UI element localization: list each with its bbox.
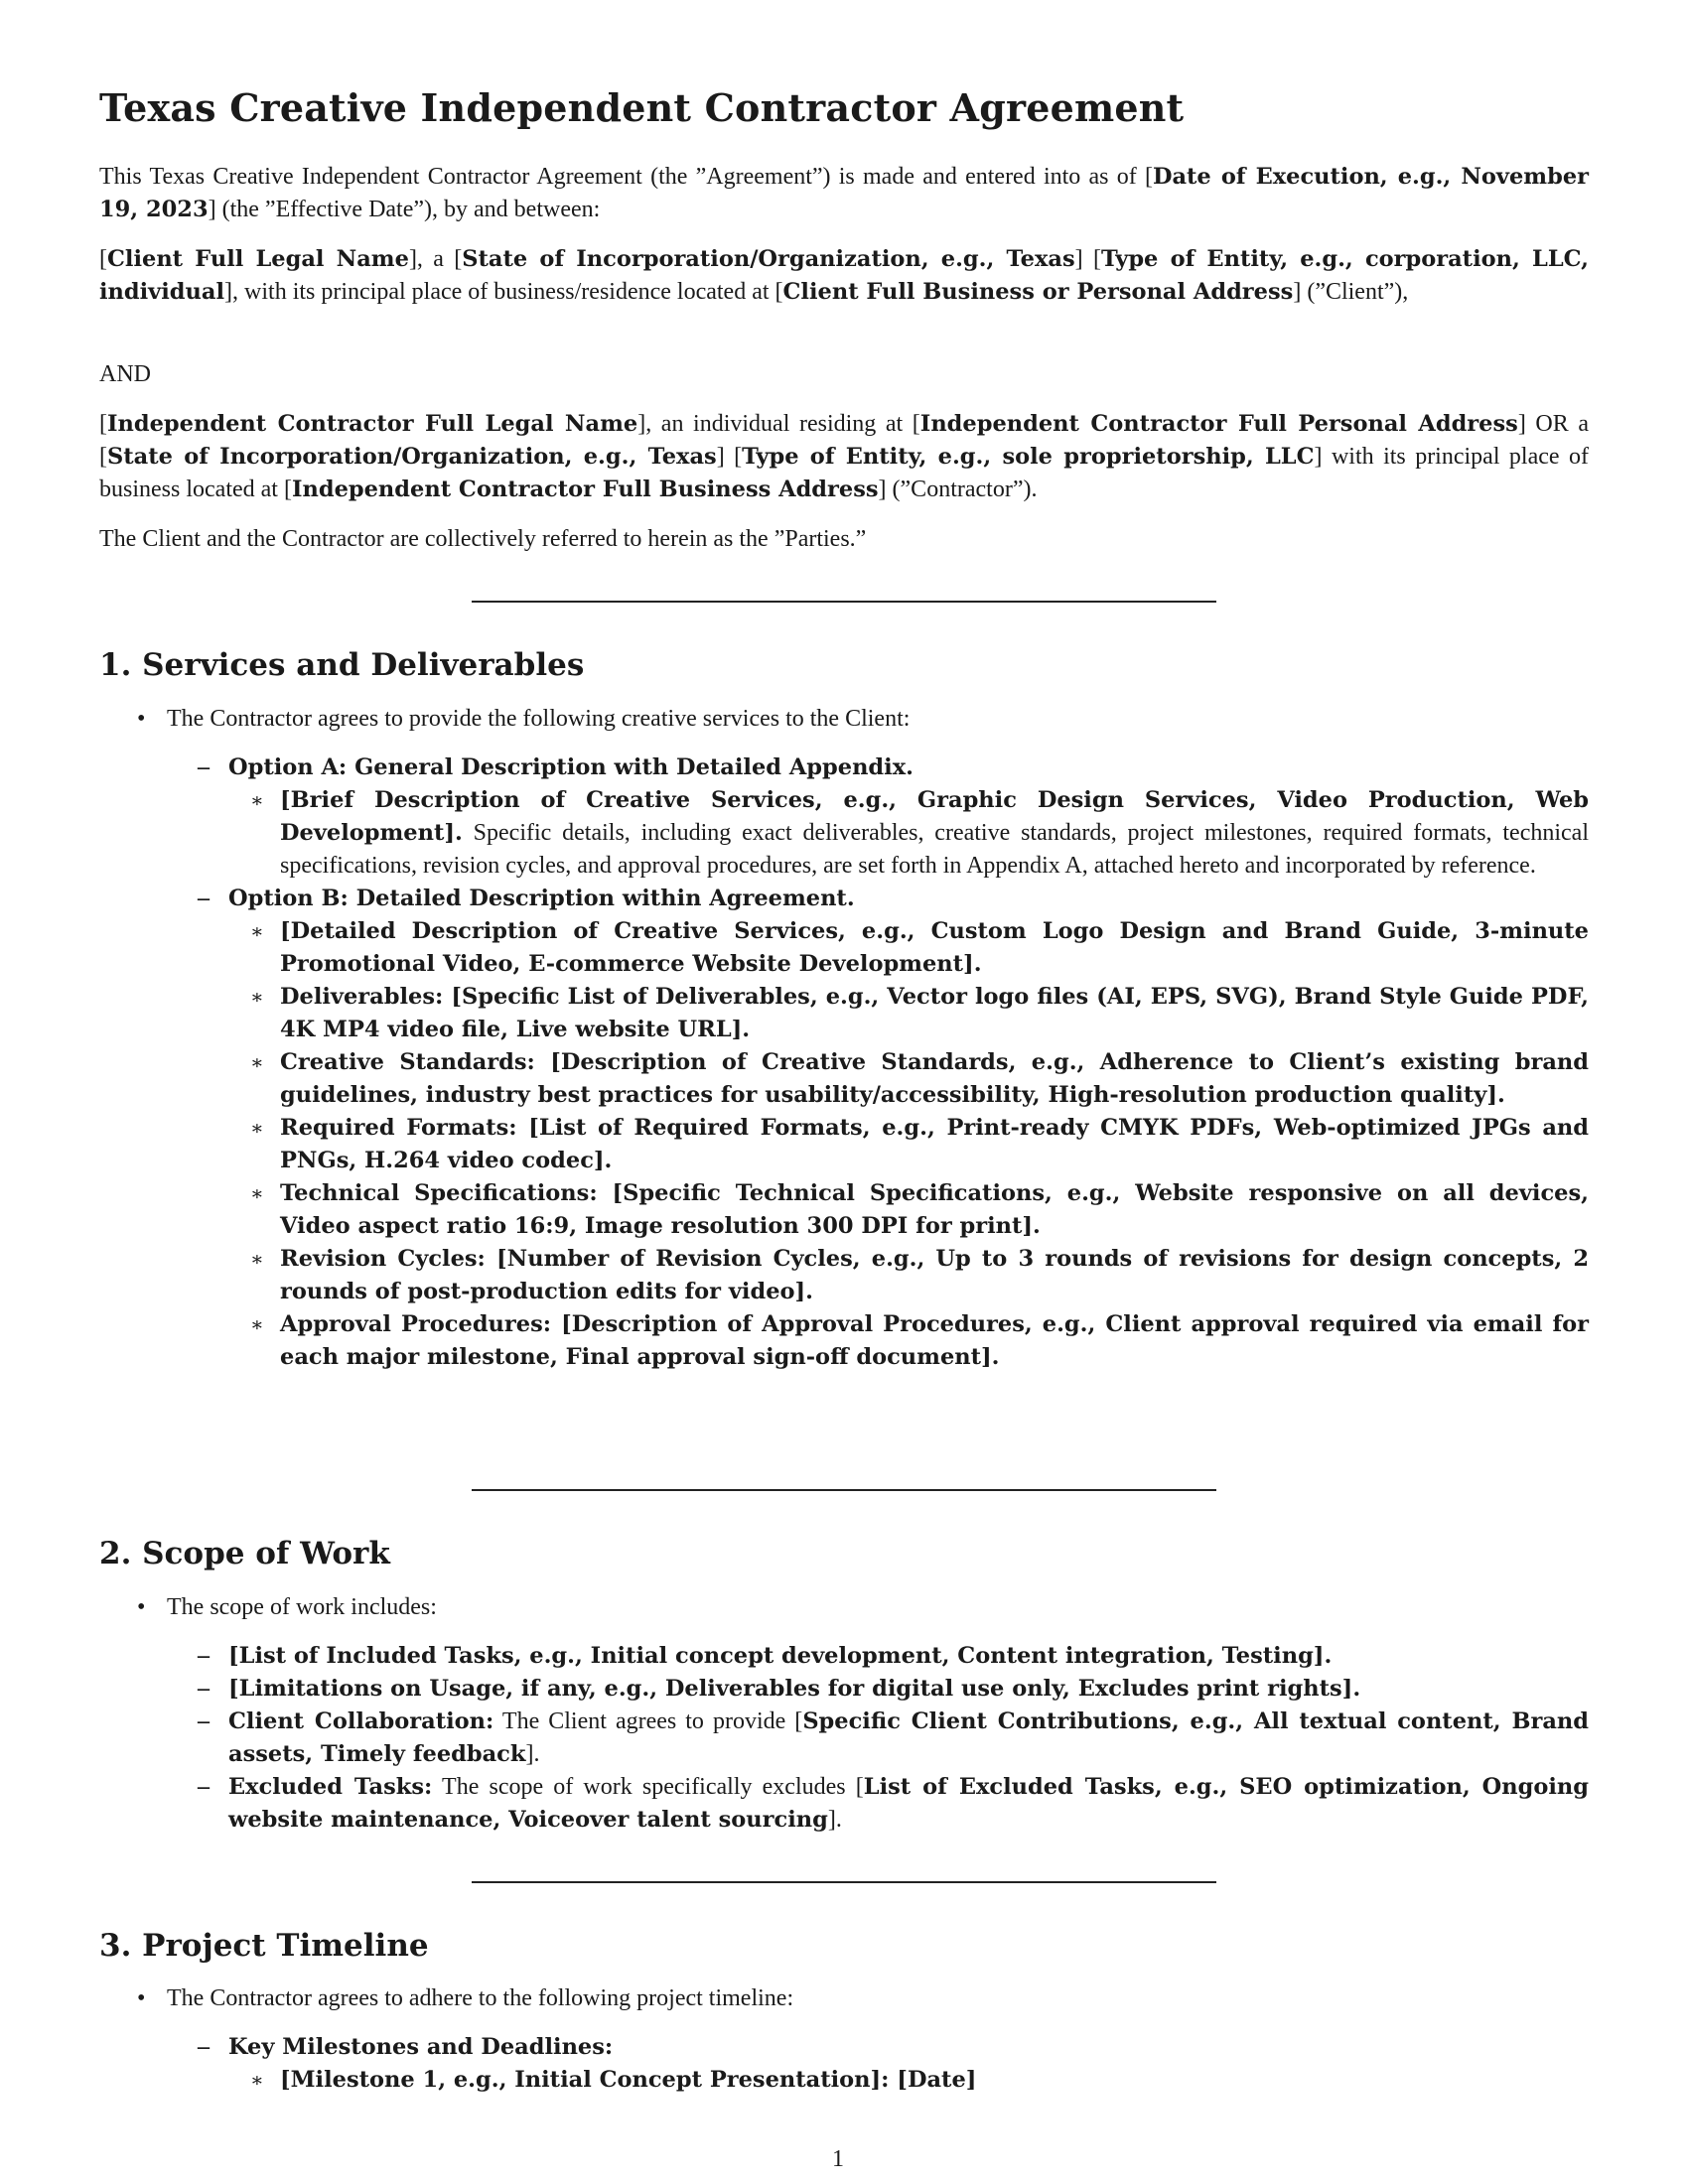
section-1-body <box>99 703 1589 1374</box>
option-a-item: ∗ [Brief Description of Creative Services, e.g., Graphic Design Services, Video Production, Web Development]. Specific details, including exact deliverables, creative standards, project milestones, required formats, technical specifications, revision cycles, and approval procedures, are set forth in Appendix A, attached hereto and incorporated by reference. <box>250 787 1589 879</box>
option-b-item: ∗ Required Formats: [List of Required Formats, e.g., Print-ready CMYK PDFs, Web-optimized JPGs and PNGs, H.264 video codec]. <box>250 1115 1589 1173</box>
and-text: AND <box>99 361 151 387</box>
client-party-paragraph: [Client Full Legal Name], a [State of Incorporation/Organization, e.g., Texas] [Type of Entity, e.g., corporation, LLC, individual], with its principal place of business/residence located at [Client Full Business or Personal Address] (”Client”), <box>99 246 1589 305</box>
list-item: • The Contractor agrees to adhere to the following project timeline: <box>137 1985 794 2011</box>
option-b-item: ∗ Revision Cycles: [Number of Revision Cycles, e.g., Up to 3 rounds of revisions for design concepts, 2 rounds of post-production edits for video]. <box>250 1246 1589 1304</box>
section-3-heading: 3. Project Timeline <box>99 1928 429 1964</box>
list-item: – Client Collaboration: The Client agrees to provide [Specific Client Contributions, e.g., All textual content, Brand assets, Timely feedback]. <box>198 1708 1589 1767</box>
document-title: Texas Creative Independent Contractor Agreement <box>99 85 1185 130</box>
section-1-heading: 1. Services and Deliverables <box>99 647 585 683</box>
list-item: – Excluded Tasks: The scope of work specifically excludes [List of Excluded Tasks, e.g., SEO optimization, Ongoing website maintenance, Voiceover talent sourcing]. <box>198 1774 1589 1833</box>
list-item: • The Contractor agrees to provide the following creative services to the Client: <box>137 706 911 732</box>
contractor-party-paragraph: [Independent Contractor Full Legal Name], an individual residing at [Independent Contractor Full Personal Address] OR a [State of Incorporation/Organization, e.g., Texas] [Type of Entity, e.g., sole proprietorship, LLC] with its principal place of business located at [Independent Contractor Full Business Address] (”Contractor”). <box>99 411 1589 502</box>
parties-definition: The Client and the Contractor are collectively referred to herein as the ”Parties.” <box>99 526 867 552</box>
divider <box>472 601 1216 603</box>
intro-paragraph: This Texas Creative Independent Contractor Agreement (the ”Agreement”) is made and entered into as of [Date of Execution, e.g., November 19, 2023] (the ”Effective Date”), by and between: <box>99 164 1589 222</box>
section-2-heading: 2. Scope of Work <box>99 1536 390 1571</box>
list-item: • The scope of work includes: <box>137 1594 437 1620</box>
list-item: – [List of Included Tasks, e.g., Initial concept development, Content integration, Testing]. <box>198 1643 1333 1669</box>
section-2-body <box>99 1591 1589 1837</box>
list-item: ∗ [Milestone 1, e.g., Initial Concept Presentation]: [Date] <box>250 2067 977 2093</box>
option-b-item: ∗ Approval Procedures: [Description of Approval Procedures, e.g., Client approval required via email for each major milestone, Final approval sign-off document]. <box>250 1311 1589 1370</box>
section-3-body <box>99 1982 1589 2097</box>
option-b-item: ∗ Technical Specifications: [Specific Technical Specifications, e.g., Website responsive on all devices, Video aspect ratio 16:9, Image resolution 300 DPI for print]. <box>250 1180 1589 1239</box>
option-b-item: ∗ [Detailed Description of Creative Services, e.g., Custom Logo Design and Brand Guide, 3-minute Promotional Video, E-commerce Website Development]. <box>250 918 1589 977</box>
option-b-item: ∗ Creative Standards: [Description of Creative Standards, e.g., Adherence to Client’s existing brand guidelines, industry best practices for usability/accessibility, High-resolution production quality]. <box>250 1049 1589 1108</box>
option-b: – Option B: Detailed Description within Agreement. <box>198 886 855 911</box>
page-number: 1 <box>832 2146 844 2172</box>
divider <box>472 1489 1216 1491</box>
divider <box>472 1881 1216 1883</box>
option-b-item: ∗ Deliverables: [Specific List of Deliverables, e.g., Vector logo files (AI, EPS, SVG), Brand Style Guide PDF, 4K MP4 video file, Live website URL]. <box>250 984 1589 1042</box>
option-a: – Option A: General Description with Detailed Appendix. <box>198 754 914 780</box>
list-item: – [Limitations on Usage, if any, e.g., Deliverables for digital use only, Excludes print rights]. <box>198 1676 1361 1702</box>
list-item: – Key Milestones and Deadlines: <box>198 2034 614 2060</box>
